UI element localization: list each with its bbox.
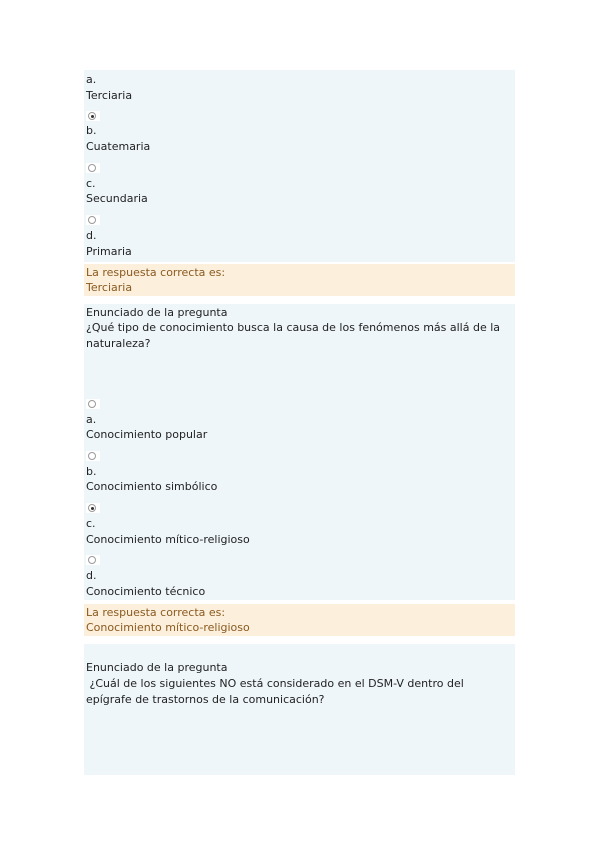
option-letter: d. [86,569,97,582]
question-text: ¿Cuál de los siguientes NO está considerado en el DSM-V dentro del epígrafe de trastornos de la comunicación? [86,677,468,706]
correct-answer-feedback [84,264,515,296]
question-2 [84,304,515,600]
question-text: ¿Qué tipo de conocimiento busca la causa de los fenómenos más allá de la naturaleza? [86,321,501,350]
question-heading: Enunciado de la pregunta [86,661,228,674]
option-letter: d. [86,229,97,242]
radio-empty-icon [88,164,96,172]
radio-button[interactable] [86,399,100,409]
option-letter: c. [86,517,96,530]
option-letter: a. [86,413,97,426]
radio-empty-icon [88,216,96,224]
option-label[interactable]: Conocimiento mítico-religioso [86,533,250,546]
question-heading: Enunciado de la pregunta [86,306,228,319]
option-label[interactable]: Secundaria [86,192,148,205]
option-letter: c. [86,177,96,190]
radio-selected-icon [88,112,96,120]
feedback-label: La respuesta correcta es: [86,266,226,279]
option-label[interactable]: Conocimiento técnico [86,585,206,598]
option-label[interactable]: Conocimiento simbólico [86,480,218,493]
radio-button[interactable] [86,555,100,565]
option-letter: b. [86,465,97,478]
radio-button[interactable] [86,215,100,225]
question-1-answers [84,70,515,262]
correct-answer-feedback [84,604,515,636]
option-label[interactable]: Cuatemaria [86,140,151,153]
feedback-label: La respuesta correcta es: [86,606,226,619]
radio-empty-icon [88,400,96,408]
option-label[interactable]: Primaria [86,245,132,258]
option-letter: b. [86,124,97,137]
radio-empty-icon [88,452,96,460]
radio-button[interactable] [86,503,100,513]
feedback-answer: Terciaria [86,281,133,294]
radio-button[interactable] [86,163,100,173]
radio-button[interactable] [86,451,100,461]
option-label[interactable]: Terciaria [86,89,133,102]
radio-button[interactable] [86,111,100,121]
option-label[interactable]: Conocimiento popular [86,428,208,441]
radio-empty-icon [88,556,96,564]
question-3 [84,644,515,775]
radio-selected-icon [88,504,96,512]
feedback-answer: Conocimiento mítico-religioso [86,621,250,634]
option-letter: a. [86,73,97,86]
